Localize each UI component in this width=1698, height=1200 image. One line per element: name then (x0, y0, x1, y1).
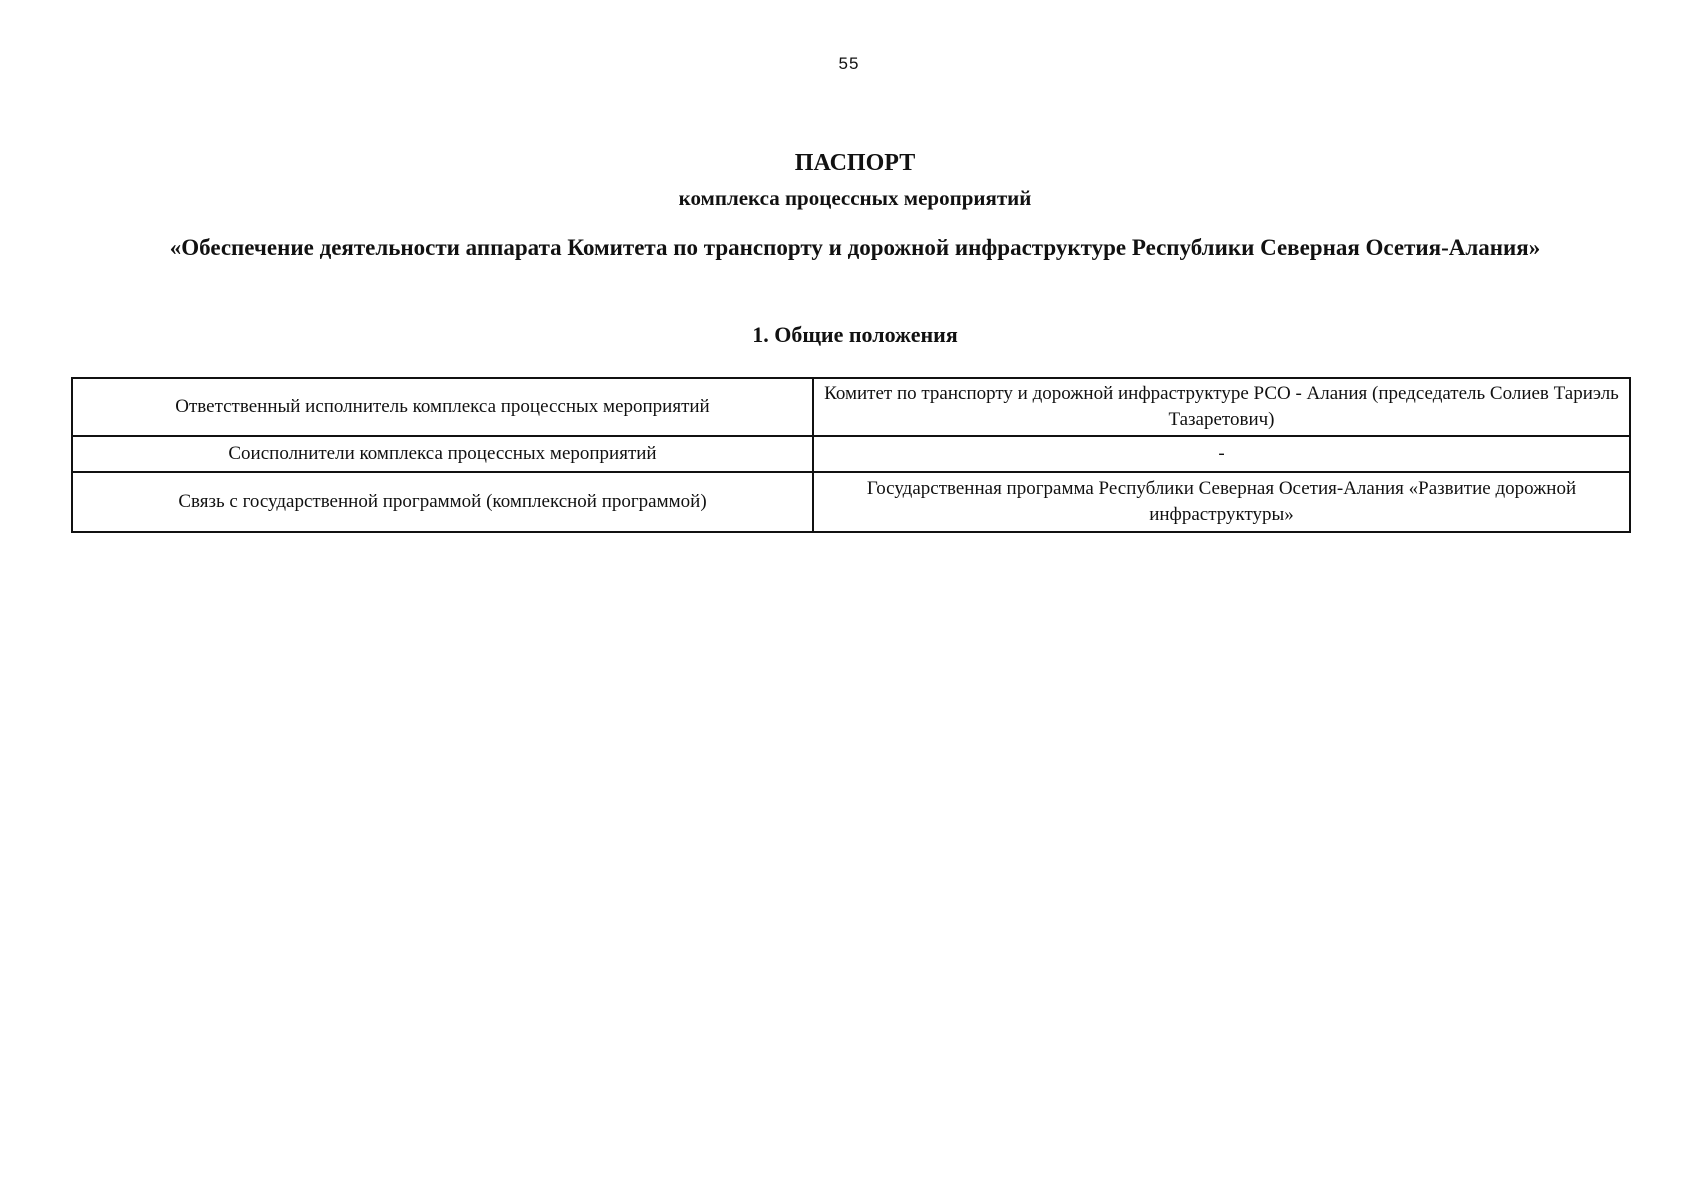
row-label-co-executors: Соисполнители комплекса процессных мероприятий (72, 436, 813, 472)
page-number: 55 (838, 54, 860, 73)
general-provisions-table (71, 377, 1631, 533)
table-row (72, 472, 1630, 532)
program-name: «Обеспечение деятельности аппарата Комитета по транспорту и дорожной инфраструктуре Республики Северная Осетия-Алания» (169, 235, 1541, 260)
row-value-responsible-executor: Комитет по транспорту и дорожной инфраструктуре РСО - Алания (председатель Солиев Тариэль Тазаретович) (813, 378, 1630, 436)
section-heading: 1. Общие положения (752, 322, 958, 347)
table-row (72, 436, 1630, 472)
document-subtitle: комплекса процессных мероприятий (678, 186, 1032, 210)
row-label-program-link: Связь с государственной программой (комплексной программой) (72, 472, 813, 532)
row-label-responsible-executor: Ответственный исполнитель комплекса процессных мероприятий (72, 378, 813, 436)
document-title: ПАСПОРТ (794, 150, 916, 176)
row-value-program-link: Государственная программа Республики Северная Осетия-Алания «Развитие дорожной инфраструктуры» (813, 472, 1630, 532)
table-row (72, 378, 1630, 436)
row-value-co-executors: - (813, 436, 1630, 472)
